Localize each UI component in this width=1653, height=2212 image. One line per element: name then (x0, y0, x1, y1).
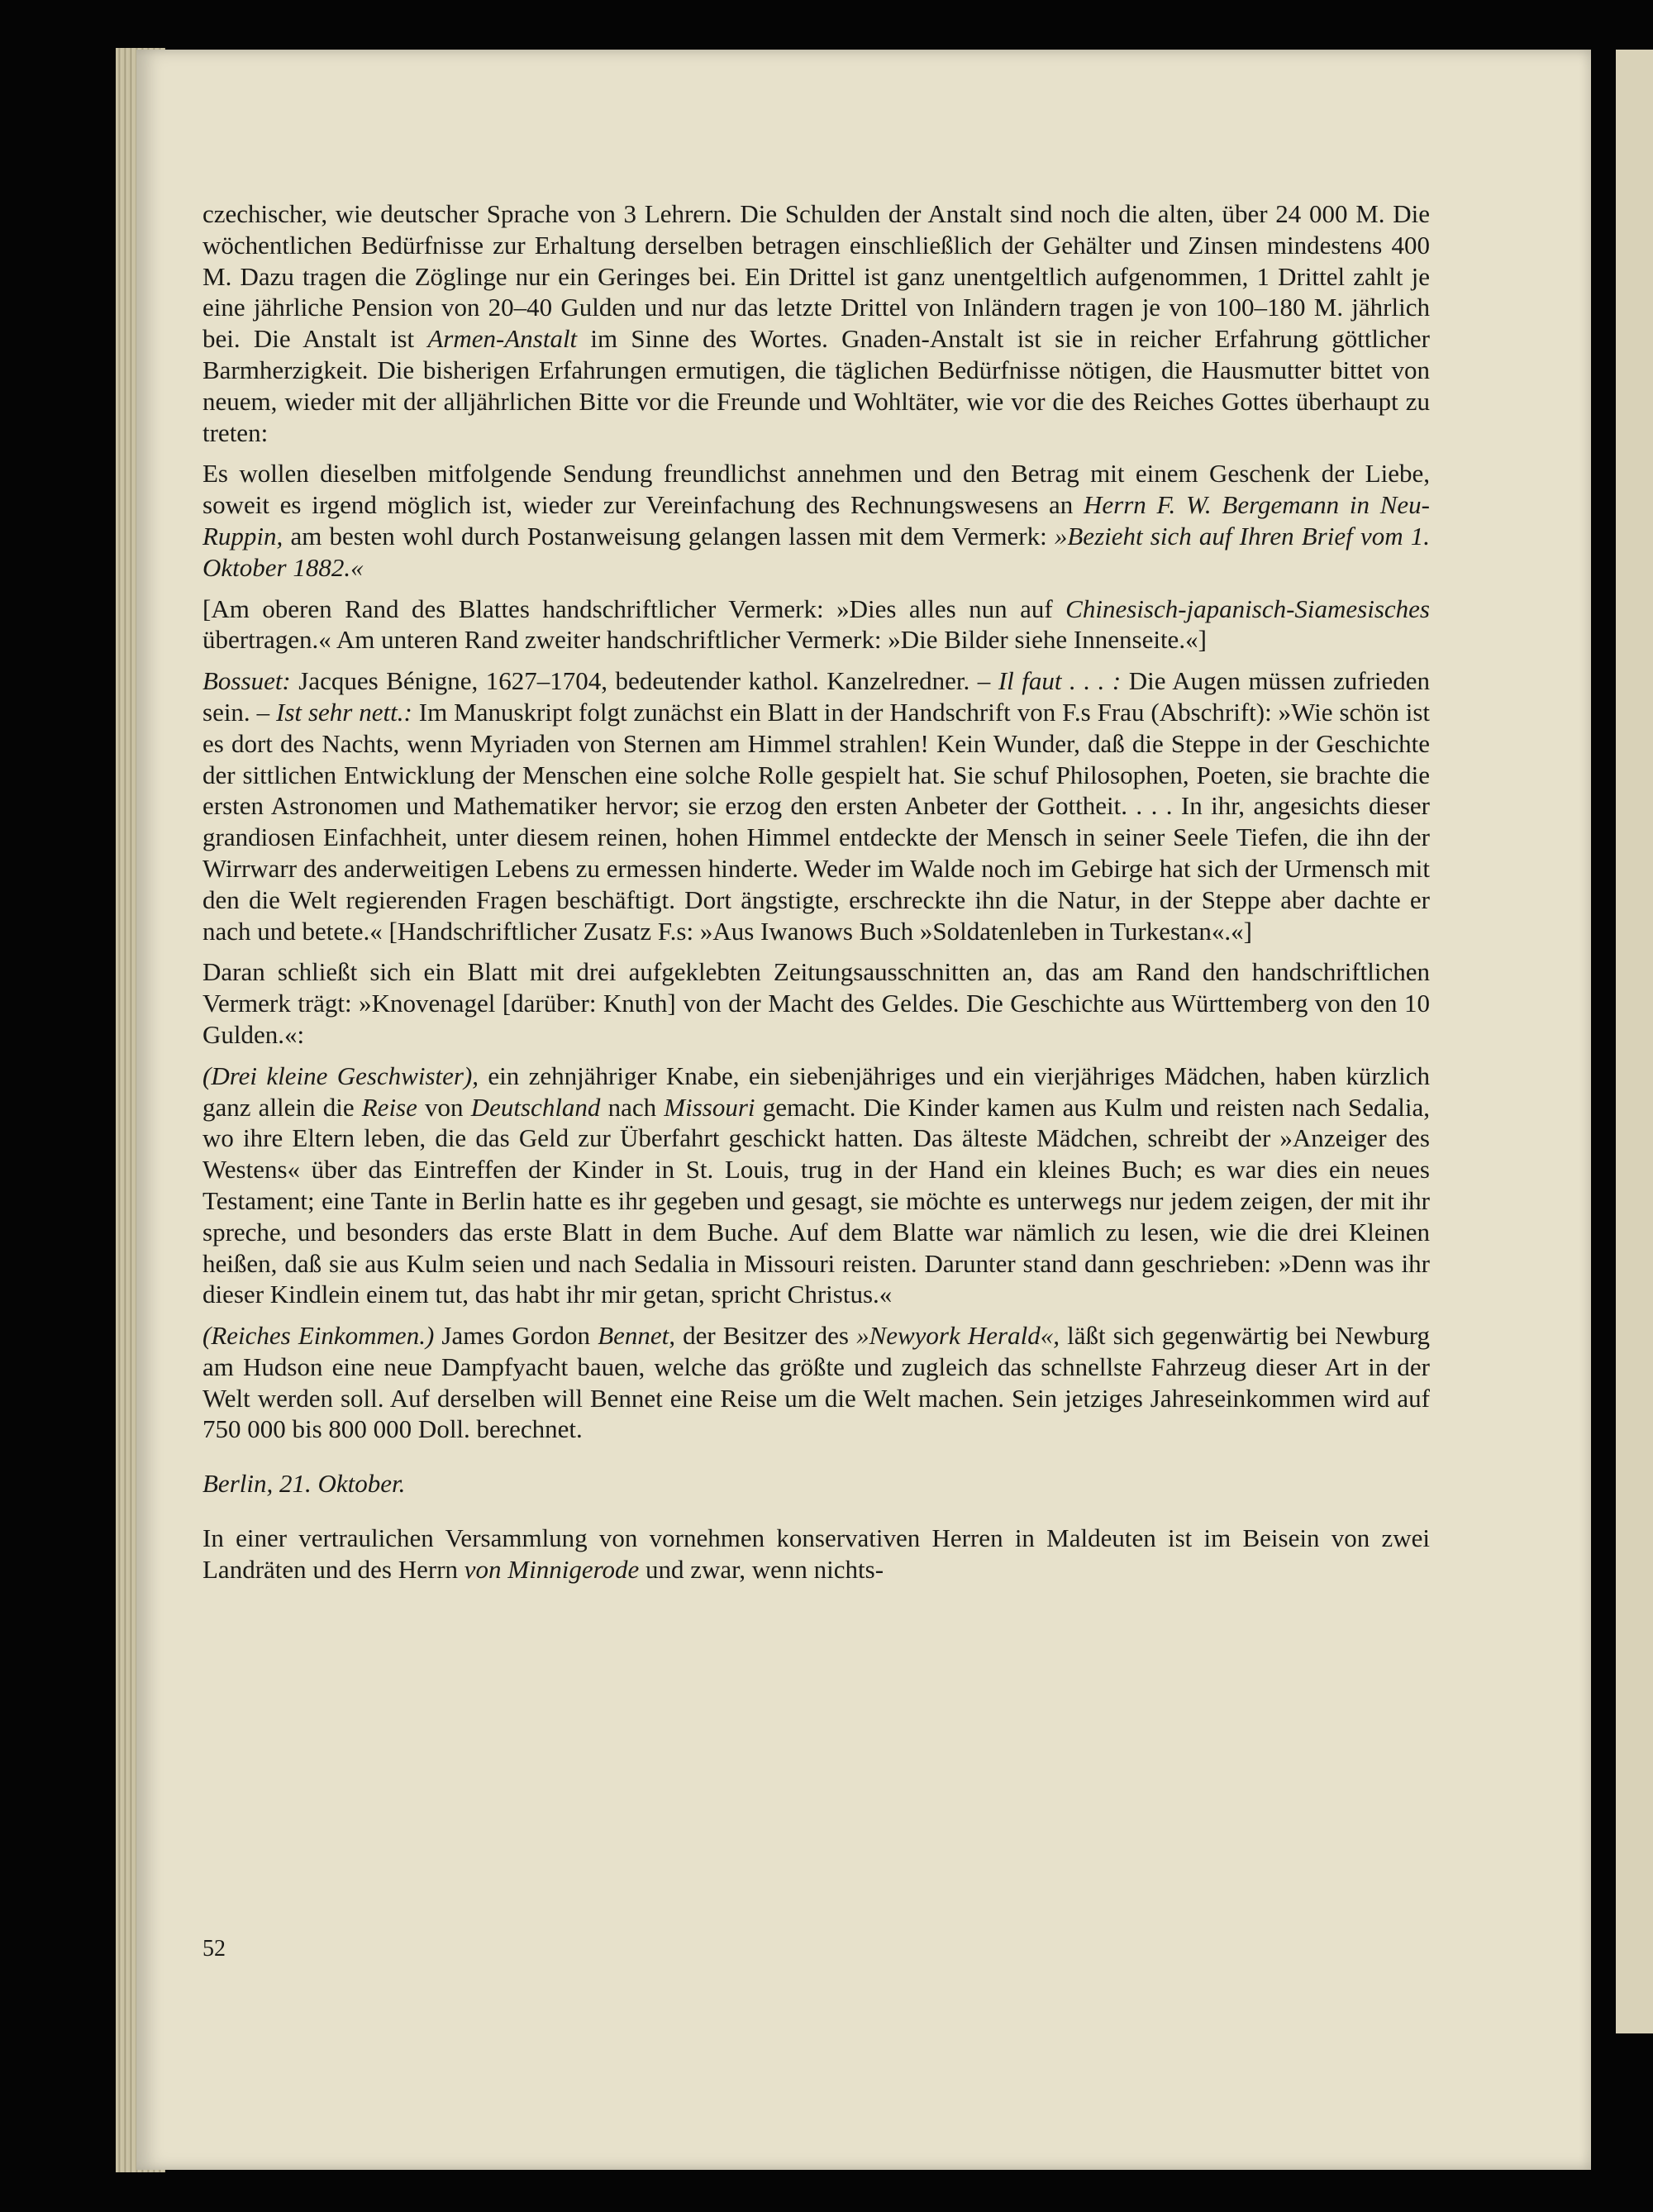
paragraph (202, 594, 1430, 656)
text-run: läßt sich gegenwärtig bei Newburg am Hudson eine neue Dampfyacht bauen, welche das größte und zugleich das schnellste Fahrzeug dieser Art in der Welt werden soll. Auf derselben will Bennet eine Reise um die Welt machen. Sein jetziges Jahreseinkommen wird auf 750 000 bis 800 000 Doll. berechnet. (202, 1321, 1430, 1444)
text-run: Im Manuskript folgt zunächst ein Blatt in der Handschrift von F.s Frau (Abschrift): »Wie schön ist es dort des Nachts, wenn Myriaden von Sternen am Himmel strahlen! Kein Wunder, daß die Steppe in der Geschichte der sittlichen Entwicklung der Menschen eine solche Rolle gespielt hat. Sie schuf Philosophen, Poeten, sie brachte die ersten Astronomen und Mathematiker hervor; sie erzog den ersten Anbeter der Gottheit. . . . In ihr, angesichts dieser grandiosen Einfachheit, unter diesem reinen, hohen Himmel entdeckte der Mensch in seiner Seele Tiefen, die ihn der Wirrwarr des anderweitigen Lebens zu ermessen hinderte. Weder im Walde noch im Gebirge hat sich der Urmensch mit den die Welt regierenden Fragen beschäftigt. Dort ängstigte, erschreckte ihn die Natur, in der Steppe aber dachte er nach und betete.« [Handschriftlicher Zusatz F.s: »Aus Iwanows Buch »Soldatenleben in Turkestan«.«] (202, 697, 1430, 946)
text-run: Die Augen müssen zufrieden sein. – (202, 666, 1431, 727)
italic-text: »Bezieht sich auf Ihren Brief vom 1. Oktober 1882.« (202, 521, 1431, 582)
text-run: gemacht. Die Kinder kamen aus Kulm und reisten nach Sedalia, wo ihre Eltern leben, die das Geld zur Überfahrt geschickt hatten. Das älteste Mädchen, schreibt der »Anzeiger des Westens« über das Eintreffen der Kinder in St. Louis, trug in der Hand ein kleines Buch; es war dies ein neues Testament; eine Tante in Berlin hatte es ihr gegeben und gesagt, sie möchte es unterwegs nur jedem zeigen, der mit ihr spreche, und besonders das erste Blatt in dem Buche. Auf dem Blatte war nämlich zu lesen, wie die drei Kleinen heißen, daß sie aus Kulm seien und nach Sedalia in Missouri reisten. Darunter stand dann geschrieben: »Denn was ihr dieser Kindlein einem tut, das habt ihr mir getan, spricht Christus.« (202, 1092, 1431, 1309)
text-run: übertragen.« Am unteren Rand zweiter handschriftlicher Vermerk: »Die Bilder siehe Innenseite.«] (202, 625, 1207, 655)
italic-text: Herrn F. W. Bergemann in Neu-Ruppin, (202, 490, 1430, 551)
italic-text: Ist sehr nett.: (276, 697, 412, 727)
italic-text: Armen-Anstalt (427, 324, 578, 354)
text-run: James Gordon (434, 1321, 598, 1351)
text-run: von (417, 1092, 471, 1122)
italic-text: Bennet, (598, 1321, 676, 1351)
paragraph (202, 1523, 1430, 1585)
section-heading (202, 1468, 1430, 1499)
italic-text: Bossuet: (202, 666, 291, 696)
text-run: im Sinne des Wortes. Gnaden-Anstalt ist sie in reicher Erfahrung göttlicher Barmherzigkeit. Die bisherigen Erfahrungen ermutigen, die täglichen Bedürfnisse nötigen, die Hausmutter bittet von neuem, wieder mit der alljährlichen Bitte vor die Freunde und Wohltäter, wie vor die des Reiches Gottes überhaupt zu treten: (202, 324, 1430, 447)
text-run: Jacques Bénigne, 1627–1704, bedeutender kathol. Kanzelredner. – (290, 666, 998, 696)
paragraph (202, 198, 1430, 448)
text-run: ein zehnjähriger Knabe, ein siebenjähriges und ein vierjähriges Mädchen, haben kürzlich ganz allein die (202, 1061, 1430, 1122)
italic-text: (Reiches Einkommen.) (202, 1321, 435, 1351)
text-run: czechischer, wie deutscher Sprache von 3 Lehrern. Die Schulden der Anstalt sind noch die alten, über 24 000 M. Die wöchentlichen Bedürfnisse zur Erhaltung derselben betragen einschließlich der Gehälter und Zinsen mindestens 400 M. Dazu tragen die Zöglinge nur ein Geringes bei. Ein Drittel ist ganz unentgeltlich aufgenommen, 1 Drittel zahlt je eine jährliche Pension von 20–40 Gulden und nur das letzte Drittel von Inländern tragen je von 100–180 M. jährlich bei. Die Anstalt ist (202, 199, 1430, 354)
italic-text: von Minnigerode (464, 1554, 640, 1584)
text-run: am besten wohl durch Postanweisung gelangen lassen mit dem Vermerk: (283, 521, 1055, 551)
italic-text: Berlin, 21. Oktober. (202, 1469, 406, 1499)
paragraph (202, 956, 1430, 1050)
italic-text: (Drei kleine Geschwister), (202, 1061, 479, 1090)
text-run: und zwar, wenn nichts- (639, 1554, 884, 1584)
italic-text: Il faut . . . : (998, 666, 1122, 696)
italic-text: Missouri (664, 1092, 755, 1122)
text-run: Daran schließt sich ein Blatt mit drei aufgeklebten Zeitungsausschnitten an, das am Rand den handschriftlichen Vermerk trägt: »Knovenagel [darüber: Knuth] von der Macht des Geldes. Die Geschichte aus Württemberg von den 10 Gulden.«: (202, 957, 1430, 1049)
italic-text: Deutschland (470, 1092, 601, 1122)
paragraph (202, 1061, 1430, 1310)
page-number: 52 (202, 1936, 226, 1962)
italic-text: Chinesisch-japanisch-Siamesisches (1065, 594, 1430, 623)
text-run: [Am oberen Rand des Blattes handschriftlicher Vermerk: »Dies alles nun auf (202, 594, 1066, 623)
text-run: nach (600, 1092, 665, 1122)
italic-text: Reise (361, 1092, 417, 1122)
paragraph (202, 665, 1430, 946)
text-run: In einer vertraulichen Versammlung von vornehmen konservativen Herren in Maldeuten ist im Beisein von zwei Landräten und des Herrn (202, 1523, 1430, 1584)
text-run: der Besitzer des (675, 1321, 857, 1351)
paragraph (202, 458, 1430, 583)
italic-text: »Newyork Herald«, (856, 1321, 1060, 1351)
facing-page-edge (1616, 50, 1653, 2033)
text-run: Es wollen dieselben mitfolgende Sendung freundlichst annehmen und den Betrag mit einem Geschenk der Liebe, soweit es irgend möglich ist, wieder zur Vereinfachung des Rechnungswesens an (202, 459, 1430, 520)
body-text (202, 198, 1430, 1595)
paragraph (202, 1320, 1430, 1445)
